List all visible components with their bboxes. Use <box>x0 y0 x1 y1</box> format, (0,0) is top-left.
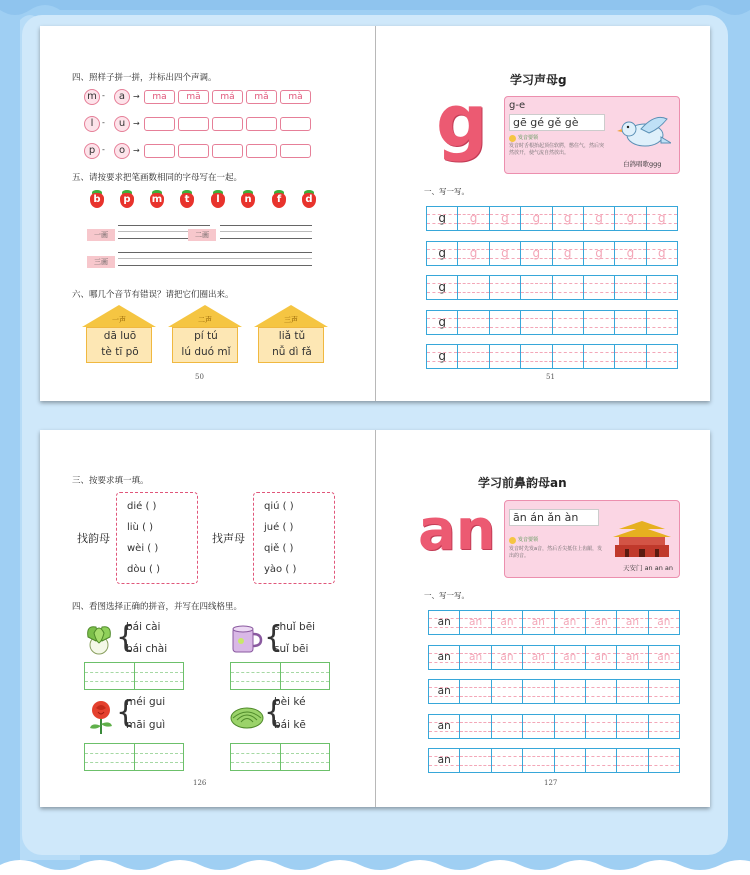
pinyin-option[interactable]: bèi ké <box>274 696 306 708</box>
trace-letter-cell[interactable]: an <box>555 646 586 669</box>
page-50: 四、照样子拼一拼，并标出四个声调。 m - a → ma mā má mǎ mà l - u → p - o → 五、请按要求把笔画数相同的字母写在一起。 b p m t l n f d 一画 二画 三画 六、哪几个音节有错误？请把它们圈出来。 一声 dā luō tè tī pō 二声 pí tú lú duó mǐ 三声 liǎ tǔ nǚ dì fǎ 50 <box>40 26 376 401</box>
trace-letter-cell[interactable]: an <box>523 611 554 634</box>
book-spread-2 <box>40 430 710 807</box>
sample-letter-cell[interactable]: g <box>427 311 458 334</box>
writing-row[interactable] <box>428 610 680 635</box>
house-tone-1: 一声 dā luō tè tī pō <box>82 305 156 363</box>
empty-cell[interactable] <box>490 311 521 334</box>
syllable-input-box[interactable] <box>246 117 277 131</box>
answer-paren[interactable]: ( ) <box>282 501 294 512</box>
pinyin-option[interactable]: méi gui <box>126 696 166 708</box>
lesson-title: 学习前鼻韵母an <box>478 476 567 490</box>
answer-paren[interactable]: ( ) <box>145 501 157 512</box>
question-5-text: 五、请按要求把笔画数相同的字母写在一起。 <box>72 173 243 183</box>
final-circle: o <box>114 143 130 159</box>
empty-cell[interactable] <box>615 311 646 334</box>
initial-circle: p <box>84 143 100 159</box>
tip-label: 发音要领 <box>518 135 539 141</box>
empty-cell[interactable] <box>555 749 586 772</box>
writing-row[interactable] <box>428 645 680 670</box>
tiananmen-icon <box>609 519 675 559</box>
find-initial-label: 找声母 <box>212 532 245 545</box>
tone-box: gē gé gě gè <box>509 114 605 131</box>
empty-cell[interactable] <box>617 715 648 738</box>
trace-letter-cell[interactable]: g <box>584 207 615 230</box>
strawberry-letter: n <box>240 190 256 208</box>
four-line-grid[interactable] <box>230 743 330 771</box>
answer-paren[interactable]: ( ) <box>142 522 154 533</box>
strawberry-letter: d <box>301 190 317 208</box>
syllable-input-box[interactable] <box>246 144 277 158</box>
sample-letter-cell[interactable]: g <box>427 345 458 368</box>
empty-cell[interactable] <box>523 680 554 703</box>
empty-cell[interactable] <box>521 276 552 299</box>
sample-letter-cell[interactable]: an <box>429 749 460 772</box>
trace-letter-cell[interactable]: an <box>617 611 648 634</box>
trace-letter-cell[interactable]: an <box>586 646 617 669</box>
empty-cell[interactable] <box>460 749 491 772</box>
question-3-text: 三、按要求填一填。 <box>72 476 149 486</box>
syllable-input-box[interactable] <box>144 144 175 158</box>
pinyin-option[interactable]: bái cài <box>126 621 161 633</box>
syllable-box: má <box>212 90 243 104</box>
trace-letter-cell[interactable]: g <box>647 242 677 265</box>
empty-cell[interactable] <box>615 276 646 299</box>
strawberry-letter: m <box>149 190 165 208</box>
cup-icon <box>229 624 263 656</box>
stroke-label: 一画 <box>87 229 115 241</box>
page-number: 126 <box>193 779 207 787</box>
tip-label: 发音要领 <box>518 537 539 543</box>
caption: 白鸽唱歌ggg <box>623 160 662 168</box>
trace-letter-cell[interactable]: an <box>586 611 617 634</box>
writing-row[interactable] <box>426 344 678 369</box>
empty-cell[interactable] <box>460 680 491 703</box>
trace-letter-cell[interactable]: g <box>584 242 615 265</box>
house-tone-2: 二声 pí tú lú duó mǐ <box>168 305 242 363</box>
four-line-grid[interactable] <box>84 743 184 771</box>
empty-cell[interactable] <box>586 715 617 738</box>
final-circle: u <box>114 116 130 132</box>
empty-cell[interactable] <box>647 311 677 334</box>
empty-cell[interactable] <box>649 680 679 703</box>
trace-letter-cell[interactable]: g <box>553 207 584 230</box>
strawberry-letter: l <box>210 190 226 208</box>
arrow: → <box>133 92 140 101</box>
final-circle: a <box>114 89 130 105</box>
syllable-box: mā <box>178 90 209 104</box>
info-card <box>504 96 680 174</box>
empty-cell[interactable] <box>460 715 491 738</box>
page-126: 三、按要求填一填。 找韵母 dié ( ) liù ( ) wèi ( ) dòu ( ) 找声母 qiú ( ) jué ( ) qiě ( ) yào ( ) 四、看图选择正确的拼音，并写在四线格里。 { bái cài bái chài { shuǐ bēi suǐ bēi { méi gui māi guì { bèi ké bái kē 126 <box>40 430 376 807</box>
stroke-label: 三画 <box>87 256 115 268</box>
syllable-input-box[interactable] <box>178 117 209 131</box>
empty-cell[interactable] <box>555 715 586 738</box>
trace-letter-cell[interactable]: an <box>523 646 554 669</box>
tip-text: 发音时先发a音，然后舌尖抵住上齿龈，发出的音。 <box>509 546 603 559</box>
strawberry-letter: b <box>89 190 105 208</box>
trace-letter-cell[interactable]: g <box>490 242 521 265</box>
info-card <box>504 500 680 578</box>
writing-lines[interactable] <box>220 225 312 239</box>
tone-box: ān án ǎn àn <box>509 509 599 526</box>
empty-cell[interactable] <box>584 276 615 299</box>
empty-cell[interactable] <box>553 311 584 334</box>
sample-letter-cell[interactable]: an <box>429 715 460 738</box>
syllable-input-box[interactable] <box>212 117 243 131</box>
syllable-input-box[interactable] <box>144 117 175 131</box>
empty-cell[interactable] <box>586 749 617 772</box>
book-spread-1 <box>40 26 710 401</box>
find-initial-box: qiú ( ) jué ( ) qiě ( ) yào ( ) <box>253 492 335 584</box>
flower-icon <box>509 135 516 142</box>
trace-letter-cell[interactable]: g <box>521 207 552 230</box>
empty-cell[interactable] <box>492 715 523 738</box>
answer-paren[interactable]: ( ) <box>149 564 160 575</box>
page-127 <box>376 430 710 807</box>
empty-cell[interactable] <box>490 345 521 368</box>
syllable-box: mǎ <box>246 90 277 104</box>
four-line-grid[interactable] <box>84 662 184 690</box>
empty-cell[interactable] <box>584 345 615 368</box>
writing-row[interactable] <box>426 275 678 300</box>
sample-letter-cell[interactable]: an <box>429 680 460 703</box>
pinyin-option[interactable]: bái kē <box>274 719 306 731</box>
cabbage-icon <box>84 623 114 655</box>
writing-row[interactable] <box>428 679 680 704</box>
sample-letter-cell[interactable]: g <box>427 242 458 265</box>
question-4-text: 四、看图选择正确的拼音，并写在四线格里。 <box>72 602 243 612</box>
syllable-input-box[interactable] <box>178 144 209 158</box>
trace-letter-cell[interactable]: an <box>649 611 679 634</box>
empty-cell[interactable] <box>649 715 679 738</box>
lesson-title: 学习声母g <box>510 73 567 87</box>
trace-letter-cell[interactable]: g <box>458 242 489 265</box>
find-final-box: dié ( ) liù ( ) wèi ( ) dòu ( ) <box>116 492 198 584</box>
trace-letter-cell[interactable]: an <box>617 646 648 669</box>
empty-cell[interactable] <box>647 345 677 368</box>
syllable-input-box[interactable] <box>212 144 243 158</box>
empty-cell[interactable] <box>458 276 489 299</box>
writing-lines[interactable] <box>118 252 312 266</box>
writing-row[interactable] <box>428 748 680 773</box>
strawberry-letter: p <box>119 190 135 208</box>
empty-cell[interactable] <box>523 715 554 738</box>
strawberry-letter: f <box>271 190 287 208</box>
writing-row[interactable] <box>426 241 678 266</box>
trace-letter-cell[interactable]: an <box>492 611 523 634</box>
arrow: → <box>133 146 140 155</box>
syllable-box: ma <box>144 90 175 104</box>
empty-cell[interactable] <box>584 311 615 334</box>
writing-row[interactable] <box>426 310 678 335</box>
writing-row[interactable] <box>426 206 678 231</box>
strawberry-letter: t <box>179 190 195 208</box>
caption: 天安门 an an an <box>623 564 674 572</box>
sample-letter-cell[interactable]: g <box>427 207 458 230</box>
empty-cell[interactable] <box>490 276 521 299</box>
trace-letter-cell[interactable]: g <box>647 207 677 230</box>
four-line-grid[interactable] <box>230 662 330 690</box>
empty-cell[interactable] <box>458 345 489 368</box>
answer-paren[interactable]: ( ) <box>285 564 297 575</box>
find-final-label: 找韵母 <box>77 532 110 545</box>
trace-letter-cell[interactable]: g <box>615 207 646 230</box>
sample-letter-cell[interactable]: an <box>429 646 460 669</box>
answer-paren[interactable]: ( ) <box>282 543 294 554</box>
trace-letter-cell[interactable]: an <box>555 611 586 634</box>
empty-cell[interactable] <box>458 311 489 334</box>
initial-circle: m <box>84 89 100 105</box>
page-51 <box>376 26 710 401</box>
trace-letter-cell[interactable]: g <box>521 242 552 265</box>
sample-letter-cell[interactable]: an <box>429 611 460 634</box>
pinyin-option[interactable]: māi guì <box>126 719 166 731</box>
answer-paren[interactable]: ( ) <box>282 522 294 533</box>
pinyin-option[interactable]: bái chài <box>126 643 168 655</box>
big-letter: g <box>436 79 488 163</box>
trace-letter-cell[interactable]: an <box>649 646 679 669</box>
big-letters: an <box>418 498 496 563</box>
pinyin-option[interactable]: suǐ bēi <box>274 643 309 655</box>
syllable-box: mà <box>280 90 311 104</box>
empty-cell[interactable] <box>555 680 586 703</box>
page-number: 127 <box>544 779 558 787</box>
syllable-input-box[interactable] <box>280 117 311 131</box>
stroke-label: 二画 <box>188 229 216 241</box>
pinyin-option[interactable]: shuǐ bēi <box>274 621 316 633</box>
initial-circle: l <box>84 116 100 132</box>
sample-head: g-e <box>509 100 526 111</box>
empty-cell[interactable] <box>647 276 677 299</box>
page-number: 50 <box>195 373 204 381</box>
empty-cell[interactable] <box>553 276 584 299</box>
sample-letter-cell[interactable]: g <box>427 276 458 299</box>
exercise-title: 一、写一写。 <box>424 187 469 196</box>
trace-letter-cell[interactable]: an <box>460 646 491 669</box>
empty-cell[interactable] <box>553 345 584 368</box>
trace-letter-cell[interactable]: an <box>492 646 523 669</box>
empty-cell[interactable] <box>492 680 523 703</box>
exercise-title: 一、写一写。 <box>424 591 469 600</box>
empty-cell[interactable] <box>615 345 646 368</box>
empty-cell[interactable] <box>586 680 617 703</box>
question-4-text: 四、照样子拼一拼，并标出四个声调。 <box>72 73 217 83</box>
syllable-input-box[interactable] <box>280 144 311 158</box>
trace-letter-cell[interactable]: g <box>615 242 646 265</box>
empty-cell[interactable] <box>617 749 648 772</box>
writing-row[interactable] <box>428 714 680 739</box>
dove-icon <box>615 109 671 155</box>
trace-letter-cell[interactable]: g <box>553 242 584 265</box>
empty-cell[interactable] <box>649 749 679 772</box>
empty-cell[interactable] <box>521 345 552 368</box>
empty-cell[interactable] <box>492 749 523 772</box>
empty-cell[interactable] <box>523 749 554 772</box>
shell-icon <box>229 702 265 730</box>
answer-paren[interactable]: ( ) <box>147 543 159 554</box>
rose-icon <box>86 698 116 734</box>
arrow: → <box>133 119 140 128</box>
house-tone-3: 三声 liǎ tǔ nǚ dì fǎ <box>254 305 328 363</box>
empty-cell[interactable] <box>617 680 648 703</box>
empty-cell[interactable] <box>521 311 552 334</box>
trace-letter-cell[interactable]: an <box>460 611 491 634</box>
page-number: 51 <box>546 373 555 381</box>
trace-letter-cell[interactable]: g <box>490 207 521 230</box>
tip-text: 发音时舌根抬起顶住软腭，憋住气，然后突然放开，使气流自然放出。 <box>509 143 605 156</box>
flower-icon <box>509 537 516 544</box>
question-6-text: 六、哪几个音节有错误？请把它们圈出来。 <box>72 290 234 300</box>
trace-letter-cell[interactable]: g <box>458 207 489 230</box>
